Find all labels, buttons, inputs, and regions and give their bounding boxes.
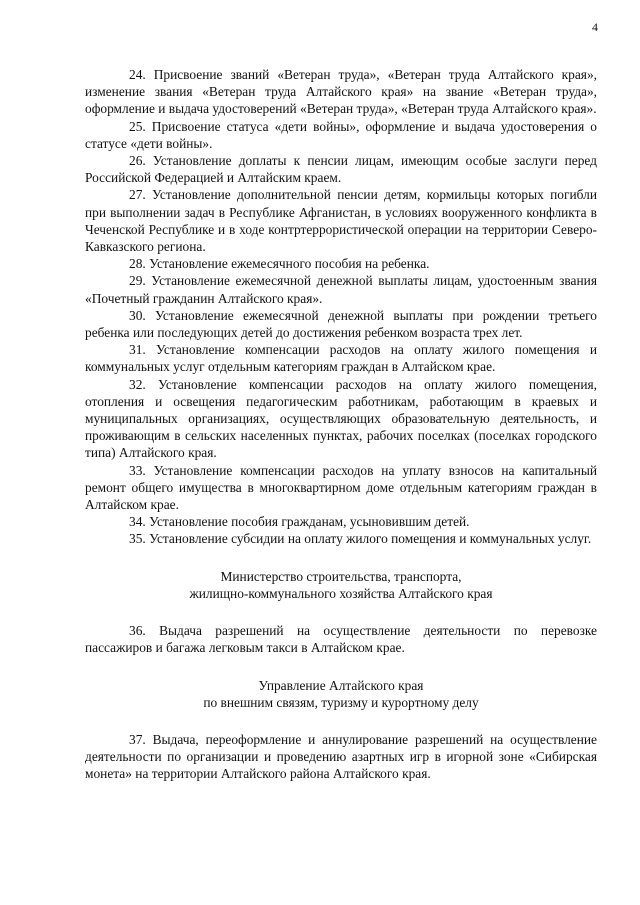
list-item-27: 27. Установление дополнительной пенсии детям, кормильцы которых погибли при выполнении задач в Республике Афганистан, в условиях вооруженного конфликта в Чеченской Республике и в ходе контртеррористической операции на территории Северо-Кавказского региона. <box>85 187 597 255</box>
document-body <box>85 66 597 783</box>
section-heading-line: по внешним связям, туризму и курортному делу <box>203 694 479 710</box>
list-item-32: 32. Установление компенсации расходов на оплату жилого помещения, отопления и освещения педагогическим работникам, работающим в краевых и муниципальных организациях, осуществляющих образовательную деятельность, и проживающим в сельских населенных пунктах, рабочих поселках (поселках городского типа) Алтайского края. <box>85 376 597 461</box>
section-heading-line: Управление Алтайского края <box>258 677 424 693</box>
list-item-25: 25. Присвоение статуса «дети войны», оформление и выдача удостоверения о статусе «дети войны». <box>85 118 597 151</box>
list-item-24: 24. Присвоение званий «Ветеран труда», «Ветеран труда Алтайского края», изменение звания «Ветеран труда Алтайского края» на звание «Ветеран труда», оформление и выдача удостоверений «Ветеран труда», «Ветеран труда Алтайского края». <box>85 67 597 117</box>
list-item-26: 26. Установление доплаты к пенсии лицам, имеющим особые заслуги перед Российской Федерацией и Алтайским краем. <box>85 153 597 186</box>
section-heading-administration <box>85 677 597 711</box>
list-item-30: 30. Установление ежемесячной денежной выплаты при рождении третьего ребенка или последующих детей до достижения ребенком возраста трех лет. <box>85 307 597 341</box>
list-item-28: 28. Установление ежемесячного пособия на ребенка. <box>129 256 430 272</box>
list-item-33: 33. Установление компенсации расходов на уплату взносов на капитальный ремонт общего имущества в многоквартирном доме отдельным категориям граждан в Алтайском крае. <box>85 462 597 513</box>
list-item-36: 36. Выдача разрешений на осуществление деятельности по перевозке пассажиров и багажа легковым такси в Алтайском крае. <box>85 623 597 656</box>
section-heading-ministry <box>85 568 597 602</box>
list-item-34: 34. Установление пособия гражданам, усыновившим детей. <box>129 514 470 530</box>
list-item-37: 37. Выдача, переоформление и аннулирование разрешений на осуществление деятельности по организации и проведению азартных игр в игорной зоне «Сибирская монета» на территории Алтайского района Алтайского края. <box>85 731 597 782</box>
section-heading-line: Министерство строительства, транспорта, <box>220 568 462 584</box>
page-number: 4 <box>592 20 598 34</box>
list-item-29: 29. Установление ежемесячной денежной выплаты лицам, удостоенным звания «Почетный гражданин Алтайского края». <box>85 273 597 306</box>
list-item-31: 31. Установление компенсации расходов на оплату жилого помещения и коммунальных услуг отдельным категориям граждан в Алтайском крае. <box>85 342 597 375</box>
list-item-35: 35. Установление субсидии на оплату жилого помещения и коммунальных услуг. <box>129 531 592 547</box>
section-heading-line: жилищно-коммунального хозяйства Алтайского края <box>189 585 493 601</box>
